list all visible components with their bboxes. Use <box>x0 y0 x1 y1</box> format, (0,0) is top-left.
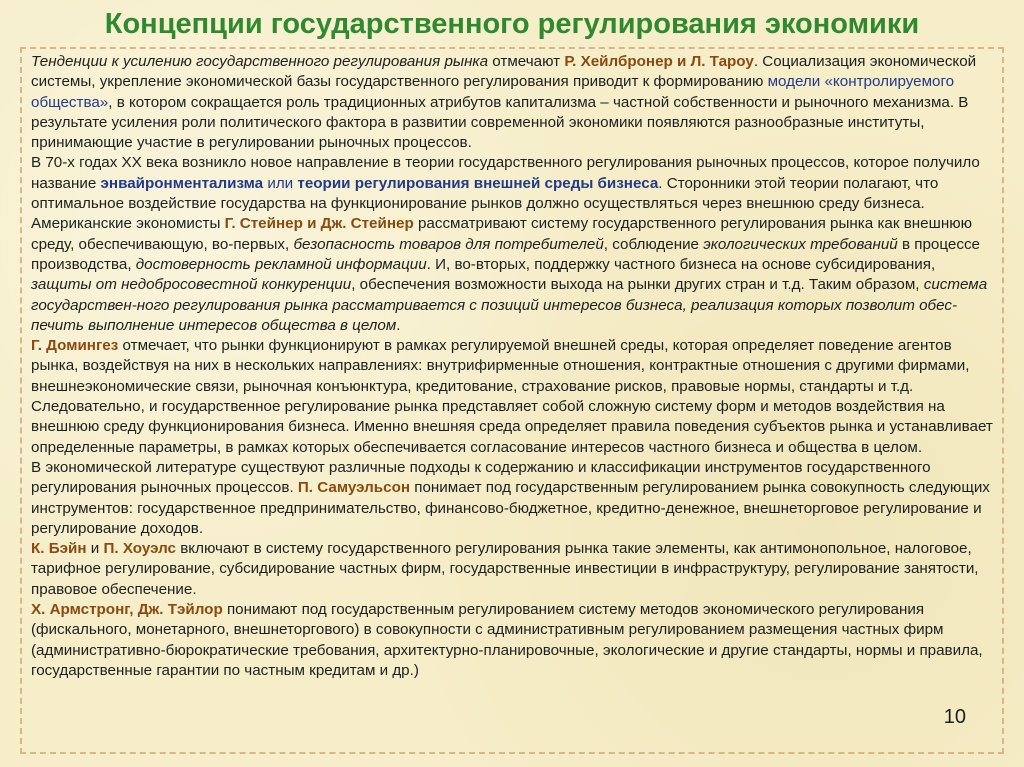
text-run: рассматривают систему государственного регулирования рынка как внешнюю среду, обеспечивающую, во-первых, <box>31 215 972 253</box>
text-run: безопасность товаров для потребителей <box>293 235 604 253</box>
text-run: , обеспечения возможности выхода на рынки других стран и т.д. Таким образом, <box>351 276 924 294</box>
text-run: . Сторонники этой теории полагают, что оптимальное воздействие государства на функционирование рынков должно осуществляться через внешнюю среду бизнеса. Американские экономисты <box>31 174 939 233</box>
author-name: Р. Хейлбронер и Л. Тароу <box>564 53 754 70</box>
text-run: , соблюдение <box>603 235 704 253</box>
paragraph <box>31 336 997 458</box>
text-run: защиты от недобросовестной конкуренции <box>31 276 352 294</box>
author-name: Г. Домингез <box>31 337 119 355</box>
body-text <box>31 52 997 681</box>
text-run: В экономической литературе существуют различные подходы к содержанию и классификации инструментов государственного регулирования рыночных процессов. <box>31 458 931 497</box>
text-run: понимают под государственным регулированием систему методов экономического регулирования (фискального, монетарного, внешнеторгового) в совокупности с административным регулированием размещения частных фирм (административно-бюрократические требования, архитектурно-планировочные, экологические и другие стандарты, нормы и правила, государственные гарантии по частным кредитам и др.) <box>31 601 983 679</box>
author-name: П. Самуэльсон <box>297 479 411 497</box>
text-run: включают в систему государственного регулирования рынка такие элементы, как антимонопольное, налоговое, тарифное регулирование, субсидирование частных фирм, государственные инвестиции в инфраструктуру, регулирование занятости, правовое обеспечение. <box>31 540 979 598</box>
text-run: достоверность рекламной информации <box>135 255 427 273</box>
text-run: энвайронментализма <box>100 174 264 192</box>
text-run: . И, во-вторых, поддержку частного бизнеса на основе субсидирования, <box>426 255 936 273</box>
page-number: 10 <box>943 706 966 728</box>
author-name: Г. Стейнер и Дж. Стейнер <box>224 215 414 233</box>
paragraph <box>31 153 997 336</box>
slide-title: Концепции государственного регулирования экономики <box>104 8 920 40</box>
text-run: Тенденции к усилению государственного регулирования рынка <box>31 53 489 70</box>
paragraph <box>31 458 997 539</box>
paragraph <box>31 52 997 153</box>
text-run: в процессе производства, <box>31 235 980 273</box>
text-run: понимает под государственным регулированием рынка совокупность следующих инструментов: государственное предпринимательство, финансово-бюджетное, кредитно-денежное, внешнеторговое регулирование и регулирование доходов. <box>31 479 990 537</box>
text-run: , в котором сокращается роль традиционных атрибутов капитализма – частной собственности и рыночного механизма. В результате усиления роли политического фактора в развитии современной экономики появляются разнообразные институты, принимающие участие в регулировании рыночных процессов. <box>31 93 969 152</box>
text-run: . Социализация экономической системы, укрепление экономической базы государственного регулирования приводит к формированию <box>31 53 977 91</box>
paragraph <box>31 600 997 681</box>
text-run: модели «контролируемого общества» <box>31 73 955 111</box>
author-name: Х. Армстронг, Дж. Тэйлор <box>31 601 223 619</box>
text-run: экологических требований <box>703 235 898 253</box>
text-run: отмечает, что рынки функционируют в рамках регулируемой внешней среды, которая определяет поведение агентов рынка, воздействуя на них в нескольких направлениях: внутрифирменные отношения, контрактные отношения с другими фирмами, внешнеэкономические связи, рыночная конъюнктура, кредитование, страхование рисков, правовые нормы, стандарты и т.д. Следовательно, и государственное регулирование рынка представляет собой сложную систему форм и методов воздействия на внешнюю среду функционирования бизнеса. Именно внешняя среда определяет правила поведения субъектов рынка и устанавливает определенные параметры, в рамках которых обеспечивается согласование интересов частного бизнеса и общества в целом. <box>31 337 993 456</box>
text-run: В 70-х годах XX века возникло новое направление в теории государственного регулирования рыночных процессов, которое получило название <box>31 154 980 192</box>
paragraph <box>31 539 997 600</box>
author-name: К. Бэйн <box>31 540 87 558</box>
text-run: . <box>396 316 401 334</box>
text-run: или <box>263 174 298 192</box>
text-run: и <box>86 540 104 558</box>
text-run: система государствен-ного регулирования рынка рассматривается с позиций интересов бизнеса, реализация которых позволит обес-печить выполнение интересов общества в целом <box>31 276 988 334</box>
text-run: теории регулирования внешней среды бизнеса <box>297 174 659 192</box>
author-name: П. Хоуэлс <box>103 540 176 558</box>
text-run: отмечают <box>488 53 565 70</box>
